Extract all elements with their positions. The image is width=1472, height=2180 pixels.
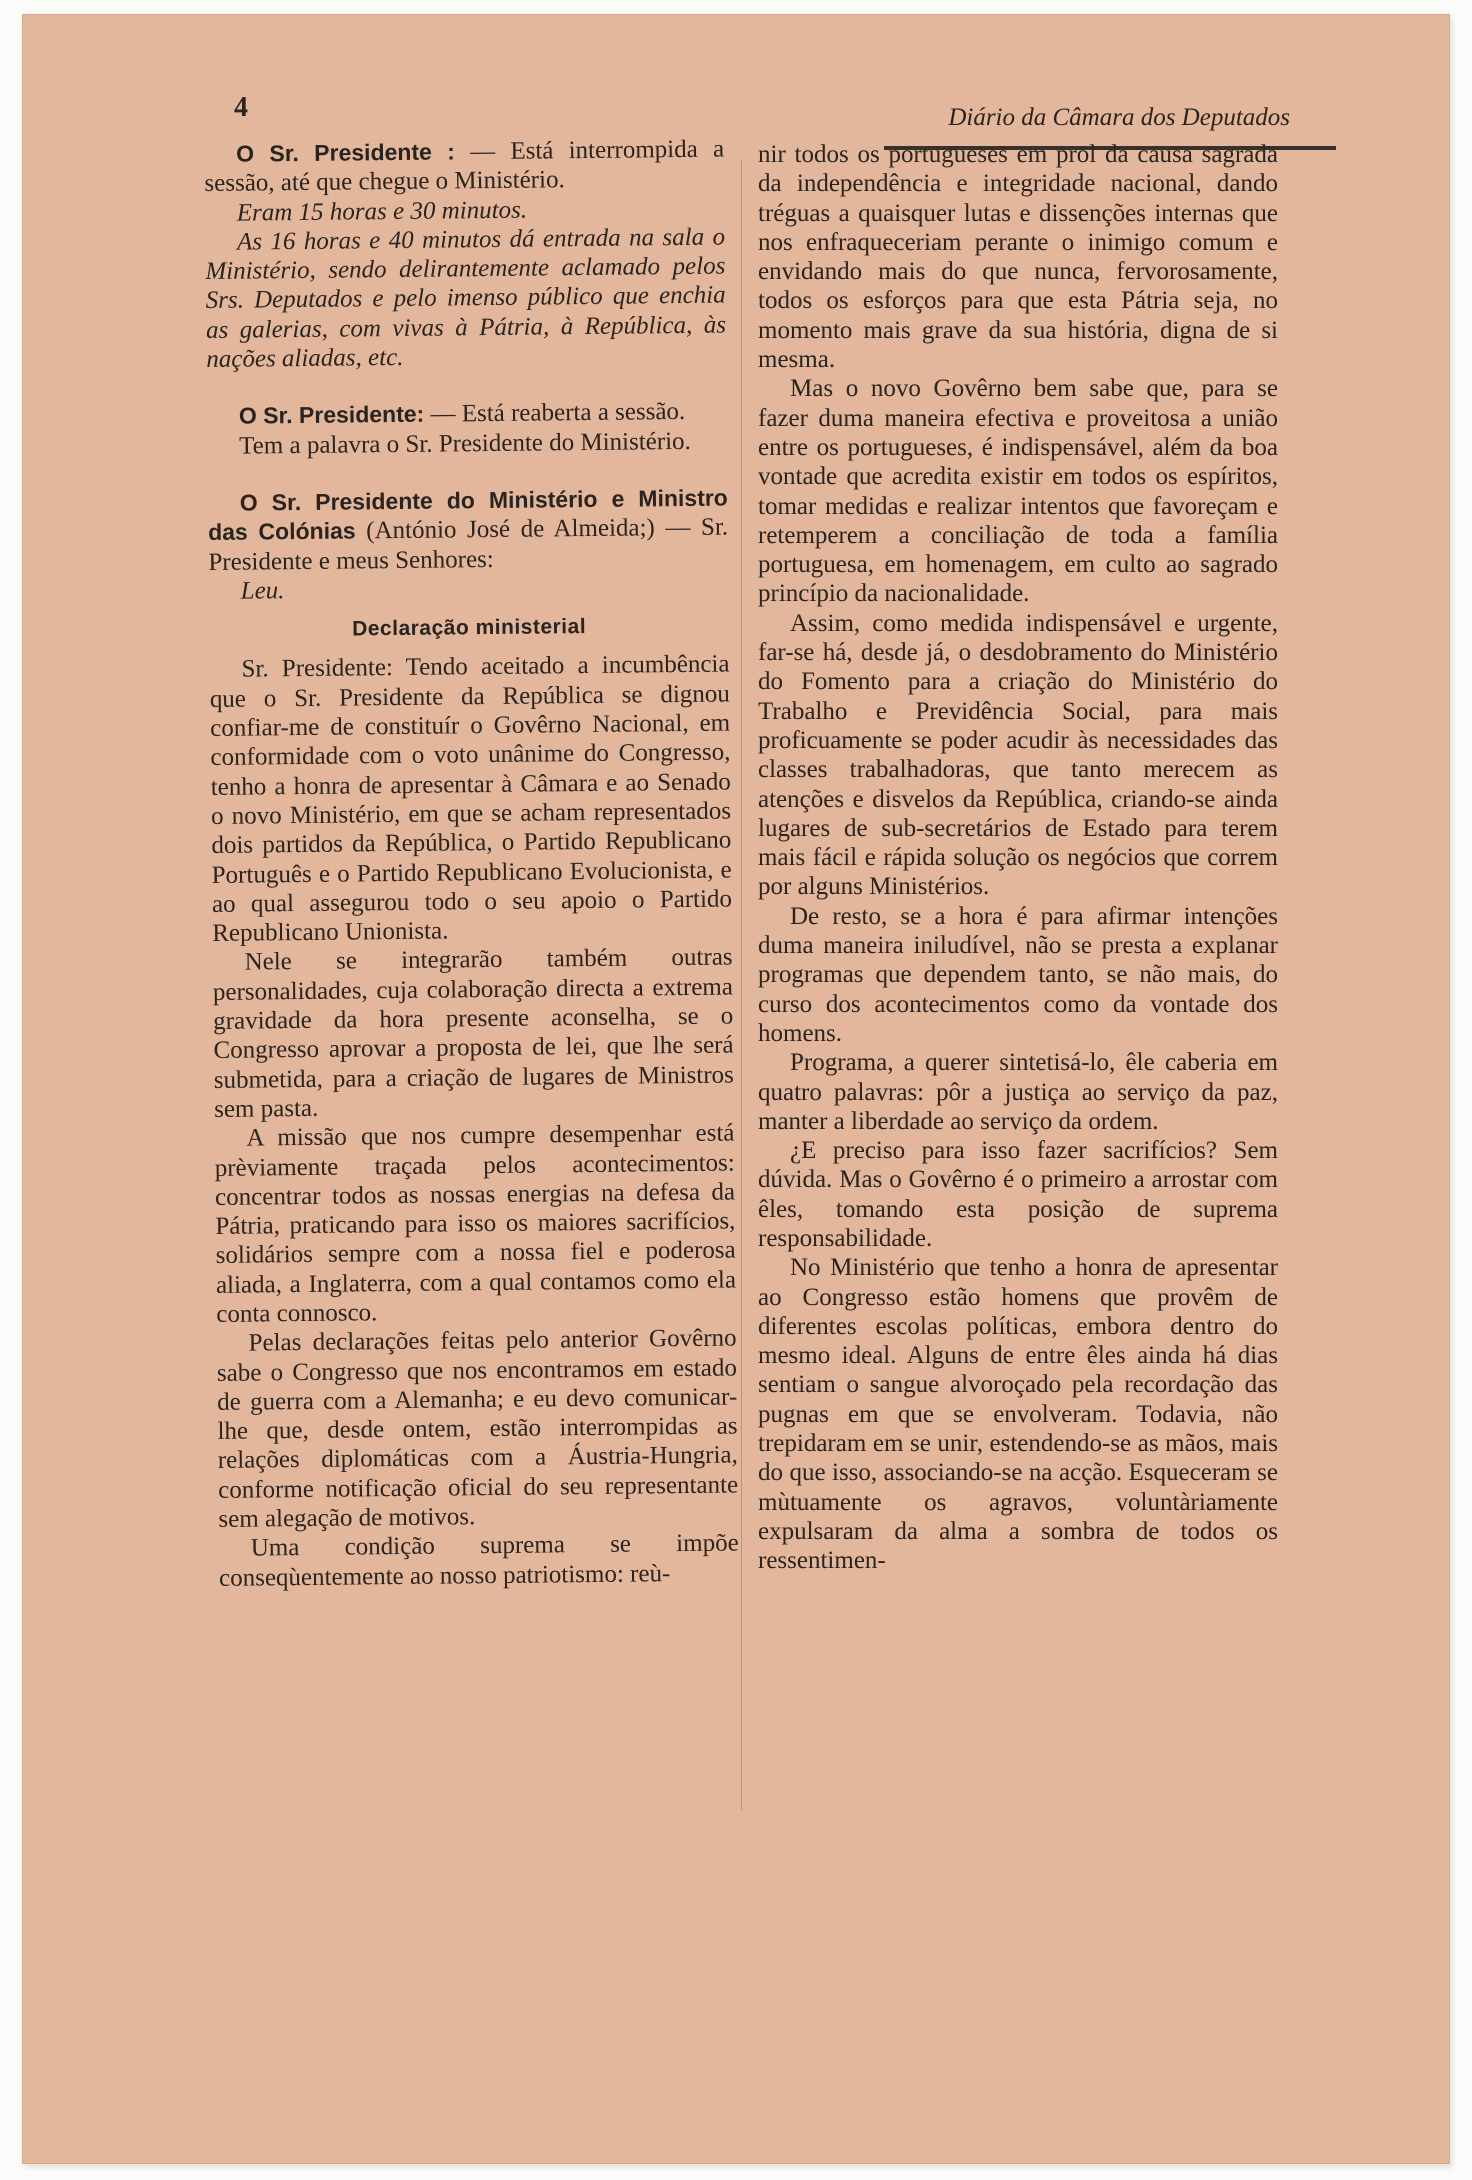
paragraph: Programa, a querer sintetisá-lo, êle caberia em quatro palavras: pôr a justiça ao serviço da paz, manter a liberdade ao serviço da ordem.	[758, 1049, 1278, 1135]
paragraph	[204, 135, 725, 199]
paragraph: Tem a palavra o Sr. Presidente do Ministério.	[239, 427, 691, 460]
paragraph: A missão que nos cumpre desempenhar está prèviamente traçada pelos acontecimentos: concentrar todos as nossas energias na defesa da Pátria, praticando para isso os maiores sacrifícios, solidários sempre com a nossa fiel e poderosa aliada, a Inglaterra, com a qual contamos como ela conta connosco.	[214, 1119, 737, 1328]
speaker-name: O Sr. Presidente:	[238, 401, 425, 430]
page-number: 4	[234, 92, 248, 123]
paragraph-text: (António José de Almeida;) — Sr. Presidente e meus Senhores:	[208, 513, 729, 576]
paragraph-text: — Está reaberta a sessão.	[424, 398, 686, 429]
stage-direction: As 16 horas e 40 minutos dá entrada na sala o Ministério, sendo delirantemente aclamado pelos Srs. Deputados e pelo imenso público que enchia as galerias, com vivas à Pátria, à República, às nações aliadas, etc.	[205, 223, 727, 374]
paragraph: De resto, se a hora é para afirmar intenções duma maneira iniludível, não se presta a explanar programas que dependem tanto, se não mais, do curso dos acontecimentos como da vontade dos homens.	[758, 902, 1278, 1047]
paragraph-text: — Está interrompida a sessão, até que chegue o Ministério.	[204, 135, 725, 198]
paragraph	[208, 484, 729, 577]
left-column	[204, 135, 739, 1593]
stage-direction: Leu.	[240, 577, 285, 605]
speaker-name: O Sr. Presidente :	[236, 138, 456, 167]
section-title: Declaração ministerial	[352, 615, 587, 641]
right-column	[758, 140, 1278, 1576]
paragraph: ¿E preciso para isso fazer sacrifícios? Sem dúvida. Mas o Govêrno é o primeiro a arrostar com êles, tomando esta posição de suprema responsabilidade.	[758, 1137, 1278, 1252]
stage-direction: Eram 15 horas e 30 minutos.	[236, 196, 528, 227]
paragraph: Pelas declarações feitas pelo anterior Govêrno sabe o Congresso que nos encontramos em estado de guerra com a Alemanha; e eu devo comunicar-lhe que, desde ontem, estão interrompidas as relações diplomáticas com a Áustria-Hungria, conforme notificação oficial do seu representante sem alegação de motivos.	[216, 1324, 739, 1533]
paragraph: No Ministério que tenho a honra de apresentar ao Congresso estão homens que provêm de diferentes escolas políticas, embora dentro do mesmo ideal. Alguns de entre êles ainda há dias sentiam o sangue alvoroçado pela recordação das pugnas em que se envolveram. Todavia, não trepidaram em se unir, estendendo-se as mãos, mais do que isso, associando-se na acção. Esqueceram se mùtuamente os agravos, voluntàriamente expulsaram da alma a sombra de todos os ressentimen-	[758, 1254, 1278, 1575]
paragraph: Assim, como medida indispensável e urgente, far-se há, desde já, o desdobramento do Ministério do Fomento para a criação do Ministério do Trabalho e Previdência Social, para mais proficuamente se poder acudir às necessidades das classes trabalhadoras, que tanto merecem as atenções e disvelos da República, criando-se ainda lugares de sub-secretários de Estado para terem mais fácil e rápida solução os negócios que correm por alguns Ministérios.	[758, 609, 1278, 901]
paragraph: Nele se integrarão também outras personalidades, cuja colaboração directa a extrema gravidade da hora presente aconselha, se o Congresso aprovar a proposta de lei, que lhe será submetida, para a criação de lugares de Ministros sem pasta.	[212, 943, 734, 1123]
speaker-name: O Sr. Presidente do Ministério e Ministro das Colónias	[207, 484, 728, 546]
paragraph: Mas o novo Govêrno bem sabe que, para se fazer duma maneira efectiva e proveitosa a união entre os portugueses, é indispensável, além da boa vontade que acredita existir em todos os espíritos, tomar medidas e realizar intentos que favoreçam e retemperem a conciliação de toda a família portuguesa, em homenagem, em culto ao sagrado princípio da nacionalidade.	[758, 375, 1278, 608]
paragraph: Sr. Presidente: Tendo aceitado a incumbência que o Sr. Presidente da República se dignou confiar-me de constituír o Govêrno Nacional, em conformidade com o voto unânime do Congresso, tenho a honra de apresentar à Câmara e ao Senado o novo Ministério, em que se acham representados dois partidos da República, o Partido Republicano Português e o Partido Republicano Evolucionista, e ao qual assegurou todo o seu apoio o Partido Republicano Unionista.	[209, 650, 733, 948]
running-head: Diário da Câmara dos Deputados	[948, 104, 1290, 131]
paragraph: Uma condição suprema se impõe conseqùentemente ao nosso patriotismo: reù-	[218, 1529, 739, 1592]
column-divider	[741, 160, 742, 1810]
paragraph: nir todos os portugueses em prol da causa sagrada da independência e integridade nacional, dando tréguas a quaisquer lutas e dissenções internas que nos enfraqueceriam perante o inimigo comum e envidando mais do que nunca, fervorosamente, todos os esforços para que esta Pátria seja, no momento mais grave da sua história, digna de si mesma.	[758, 141, 1278, 374]
